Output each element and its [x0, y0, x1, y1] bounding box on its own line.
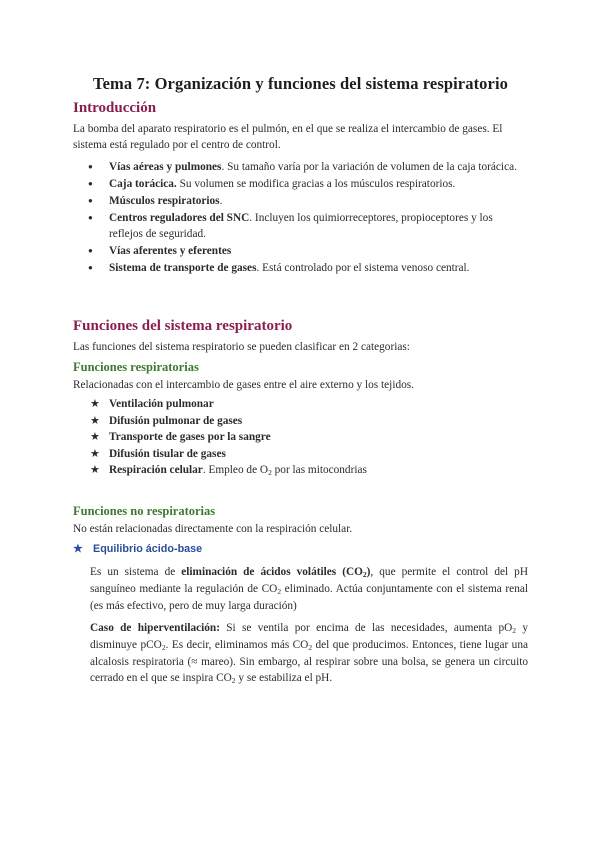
page-title: Tema 7: Organización y funciones del sistema respiratorio — [93, 74, 508, 93]
funciones-text: Las funciones del sistema respiratorio se pueden clasificar en 2 categorias: — [73, 341, 410, 353]
respiratorias-list — [73, 396, 528, 480]
list-item: ★ Difusión pulmonar de gases — [73, 413, 528, 430]
equilibrio-heading: ★ Equilibrio ácido-base — [73, 542, 203, 555]
funciones-heading: Funciones del sistema respiratorio — [73, 318, 293, 334]
equilibrio-paragraph: Es un sistema de eliminación de ácidos volátiles $(CO_2)$, que permite el control del pH sanguíneo mediante la regulación de $CO_2$ eliminado. Actúa conjuntamente con el sistema renal (es más efectivo, pero de muy larga duración) — [90, 565, 528, 612]
no-respiratorias-text: No están relacionadas directamente con la respiración celular. — [73, 522, 353, 535]
list-item: ● Vías aéreas y pulmones. Su tamaño varía por la variación de volumen de la caja torácica. — [73, 159, 528, 175]
star-bullet-icon: ★ — [73, 542, 83, 555]
hiperventilacion-paragraph: Caso de hiperventilación: Si se ventila por encima de las necesidades, aumenta $pO_2$ y disminuye pCO$_2$. Es decir, eliminamos más $CO_2$ del que producimos. Entonces, tiene lugar una alcalosis respiratoria (≈ mareo). Sin embargo, al respirar sobre una bolsa, se genera un circuito cerrado en el que se inspira $CO_2$ y se estabiliza el pH. — [90, 621, 528, 685]
list-item: ● Músculos respiratorios. — [73, 193, 528, 209]
star-bullet-icon: ★ — [90, 464, 100, 477]
intro-heading: Introducción — [73, 100, 157, 116]
star-bullet-icon: ★ — [90, 431, 100, 444]
list-item: ★ Ventilación pulmonar — [73, 396, 528, 413]
list-item: ● Caja torácica. Su volumen se modifica gracias a los músculos respiratorios. — [73, 176, 528, 192]
star-bullet-icon: ★ — [90, 414, 100, 427]
star-bullet-icon: ★ — [90, 398, 100, 410]
list-item: ● Centros reguladores del SNC. Incluyen los quimiorreceptores, propioceptores y los reflejos de seguridad. — [73, 210, 528, 242]
list-item: ★ Respiración celular. Empleo de $O_2$ por las mitocondrias — [90, 464, 367, 478]
list-item: ★ Difusión tisular de gases — [73, 446, 528, 463]
list-item: ★ Transporte de gases por la sangre — [73, 429, 528, 446]
document-page — [73, 74, 528, 687]
list-item: ● Vías aferentes y eferentes — [73, 243, 528, 259]
list-item: ● Sistema de transporte de gases. Está controlado por el sistema venoso central. — [73, 260, 528, 276]
respiratorias-heading: Funciones respiratorias — [73, 360, 199, 374]
intro-text: La bomba del aparato respiratorio es el pulmón, en el que se realiza el intercambio de gases. El sistema está regulado por el centro de control. — [73, 123, 503, 151]
intro-list — [73, 159, 528, 276]
star-bullet-icon: ★ — [90, 447, 100, 460]
respiratorias-text: Relacionadas con el intercambio de gases entre el aire externo y los tejidos. — [73, 379, 414, 391]
no-respiratorias-heading: Funciones no respiratorias — [73, 503, 216, 518]
